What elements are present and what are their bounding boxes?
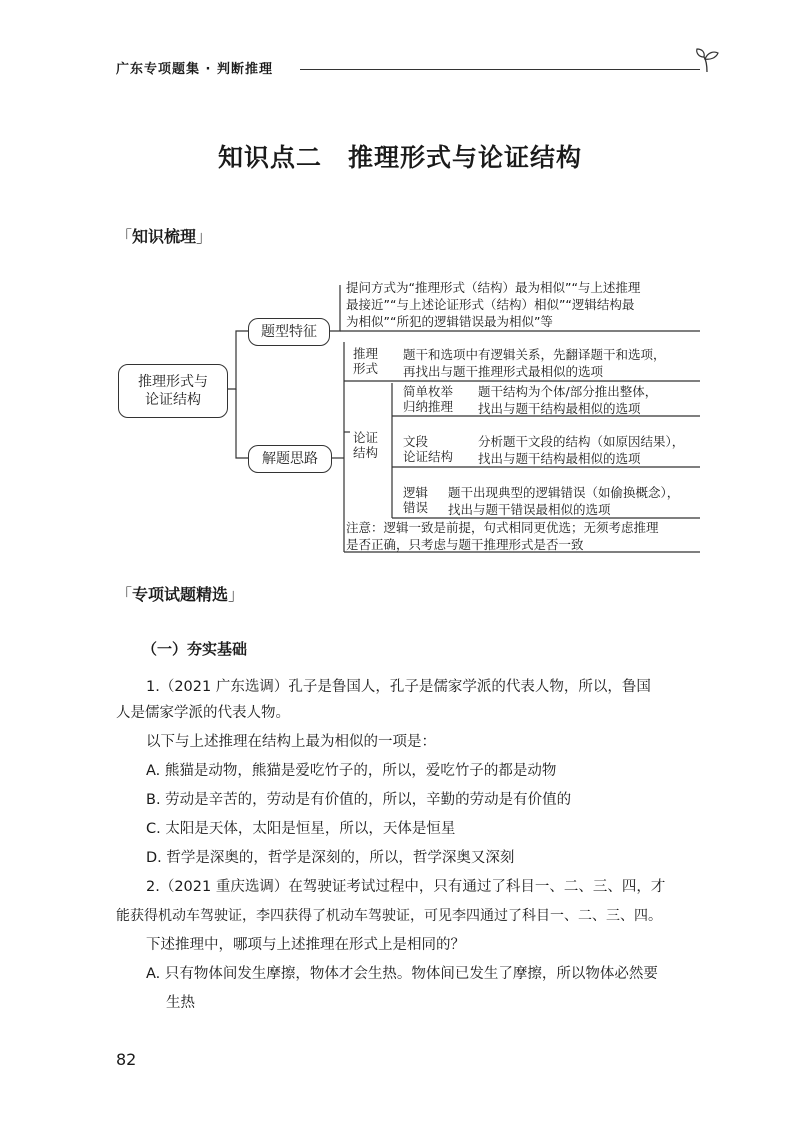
question-1-option-a: A. 熊猫是动物，熊猫是爱吃竹子的，所以，爱吃竹子的都是动物 bbox=[146, 763, 557, 779]
bracket-close: 」 bbox=[196, 227, 213, 246]
argument-structure-label: 论证 结构 bbox=[353, 430, 379, 460]
mindmap-branch-solution: 解题思路 bbox=[248, 445, 332, 473]
question-1-prompt: 以下与上述推理在结构上最为相似的一项是： bbox=[146, 734, 436, 750]
enumeration-text: 题干结构为个体/部分推出整体， 找出与题干结构最相似的选项 bbox=[478, 384, 658, 416]
question-type-description: 提问方式为“推理形式（结构）最为相似”“与上述推理 最接近”“与上述论证形式（结构）相似”“逻辑结构最 为相似”“所犯的逻辑错误最为相似”等 bbox=[346, 280, 641, 329]
enumeration-label: 简单枚举 归纳推理 bbox=[403, 384, 454, 414]
question-1-option-b: B. 劳动是辛苦的，劳动是有价值的，所以，辛勤的劳动是有价值的 bbox=[146, 792, 572, 808]
mindmap-root: 推理形式与 论证结构 bbox=[118, 364, 228, 418]
section-label: 专项试题精选 bbox=[132, 585, 229, 604]
question-1-line-2: 人是儒家学派的代表人物。 bbox=[116, 705, 290, 721]
logic-error-label: 逻辑 错误 bbox=[403, 485, 429, 515]
question-1-option-d: D. 哲学是深奥的，哲学是深刻的，所以，哲学深奥又深刻 bbox=[146, 850, 515, 866]
question-2-line-2: 能获得机动车驾驶证，李四获得了机动车驾驶证，可见李四通过了科目一、二、三、四。 bbox=[116, 908, 662, 924]
page-title: 知识点二 推理形式与论证结构 bbox=[217, 143, 582, 172]
passage-structure-text: 分析题干文段的结构（如原因结果）， 找出与题干结构最相似的选项 bbox=[478, 434, 685, 466]
reasoning-form-text: 题干和选项中有逻辑关系，先翻译题干和选项， 再找出与题干推理形式最相似的选项 bbox=[403, 347, 666, 379]
mindmap-note: 注意：逻辑一致是前提，句式相同更优选；无须考虑推理 是否正确，只考虑与题干推理形式是否一致 bbox=[346, 520, 659, 552]
bracket-open: 「 bbox=[116, 585, 133, 604]
question-1-line-1: 1.（2021 广东选调）孔子是鲁国人，孔子是儒家学派的代表人物，所以，鲁国 bbox=[146, 679, 651, 695]
section-heading-practice bbox=[116, 582, 244, 605]
bracket-open: 「 bbox=[116, 227, 133, 246]
passage-structure-label: 文段 论证结构 bbox=[403, 434, 454, 464]
reasoning-form-label: 推理 形式 bbox=[353, 346, 379, 376]
question-1-option-c: C. 太阳是天体，太阳是恒星，所以，天体是恒星 bbox=[146, 821, 456, 837]
subsection-heading: （一）夯实基础 bbox=[142, 640, 248, 658]
bracket-close: 」 bbox=[228, 585, 245, 604]
running-header: 广东专项题集 · 判断推理 bbox=[116, 62, 273, 77]
section-label: 知识梳理 bbox=[132, 227, 197, 246]
question-2-line-1: 2.（2021 重庆选调）在驾驶证考试过程中，只有通过了科目一、二、三、四，才 bbox=[146, 879, 666, 895]
question-2-option-a-line-1: A. 只有物体间发生摩擦，物体才会生热。物体间已发生了摩擦，所以物体必然要 bbox=[146, 966, 658, 982]
mindmap-branch-question-type: 题型特征 bbox=[248, 318, 330, 346]
question-2-option-a-line-2: 生热 bbox=[166, 995, 195, 1011]
logic-error-text: 题干出现典型的逻辑错误（如偷换概念）， 找出与题干错误最相似的选项 bbox=[448, 485, 680, 517]
page-number: 82 bbox=[116, 1050, 137, 1069]
question-2-prompt: 下述推理中，哪项与上述推理在形式上是相同的？ bbox=[146, 937, 465, 953]
